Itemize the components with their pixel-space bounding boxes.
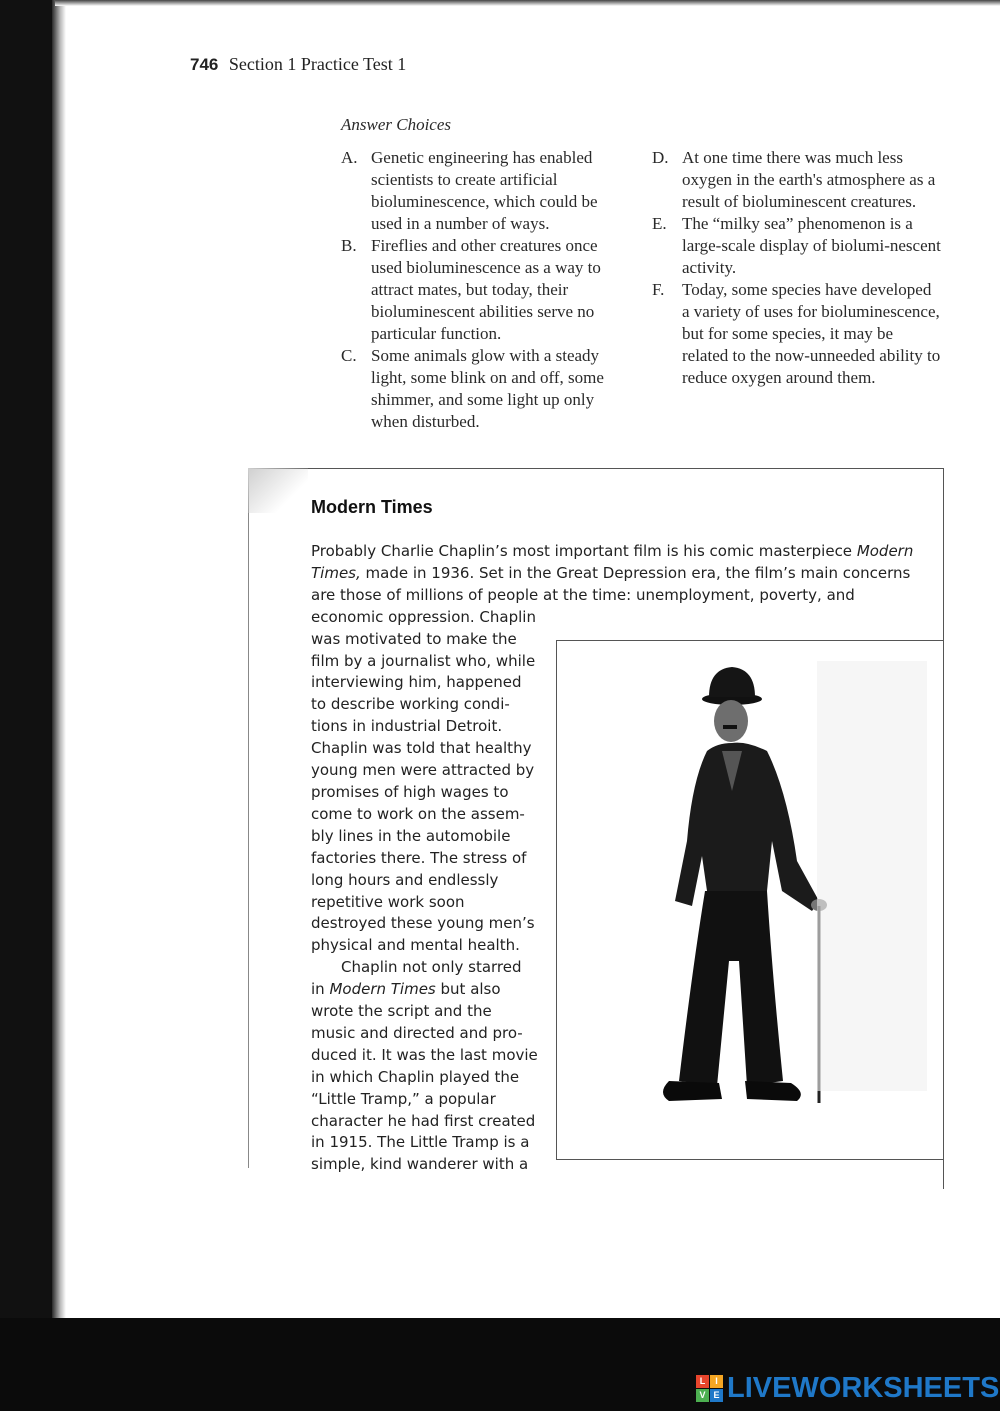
article-line: long hours and endlessly (311, 870, 499, 889)
page-header (190, 54, 406, 75)
choices-right-column (652, 147, 942, 389)
choice-letter: D. (652, 148, 669, 167)
article-line: simple, kind wanderer with a (311, 1155, 529, 1174)
article-line: Chaplin not only starred (341, 958, 522, 977)
logo-square: E (710, 1389, 723, 1402)
answer-choices-title: Answer Choices (341, 115, 452, 134)
film-title-italic: Modern (856, 542, 914, 560)
article-line: was motivated to make the (311, 629, 517, 648)
article-line: in Modern Times but also (311, 980, 501, 999)
article-line: Chaplin was told that healthy (311, 739, 532, 758)
choice-c (341, 345, 631, 433)
article-line: destroyed these young men’s (311, 914, 535, 933)
choice-e (652, 213, 942, 279)
article-line: in which Chaplin played the (311, 1067, 520, 1086)
article-box-corner-shading (248, 468, 308, 513)
article-line: young men were attracted by (311, 761, 535, 780)
choice-b (341, 235, 631, 345)
choice-f (652, 279, 942, 389)
article-line: wrote the script and the (311, 1002, 492, 1021)
article-line: promises of high wages to (311, 782, 509, 801)
logo-squares (696, 1375, 723, 1402)
article-title: Modern Times (311, 497, 433, 517)
choice-letter: C. (341, 346, 357, 365)
logo-square: I (710, 1375, 723, 1388)
choice-text: The “milky sea” phenomenon is a large-scale display of biolumi-nescent activity. (682, 214, 941, 277)
article-line (311, 563, 913, 585)
chaplin-photo (556, 640, 943, 1160)
section-label: Section 1 Practice Test 1 (228, 54, 407, 74)
choice-letter: F. (652, 280, 665, 299)
choice-text: Genetic engineering has enabled scientists to create artificial bioluminescence, which could be used in a number of ways. (371, 148, 598, 233)
article-line: Probably Charlie Chaplin’s most important film is his comic masterpiece Modern (311, 542, 914, 560)
article-line: duced it. It was the last movie (311, 1045, 538, 1064)
film-title-italic: Modern Times (329, 980, 436, 999)
article-line: interviewing him, happened (311, 673, 522, 692)
scan-shadow-top (55, 0, 1000, 6)
article-line: to describe working condi- (311, 695, 510, 714)
choice-text: Some animals glow with a steady light, some blink on and off, some shimmer, and some light up only when disturbed. (371, 346, 604, 431)
film-title-italic: Times, (311, 563, 361, 582)
scan-edge (52, 0, 66, 1320)
article-line: music and directed and pro- (311, 1023, 523, 1042)
logo-square: V (696, 1389, 709, 1402)
choice-text: Fireflies and other creatures once used bioluminescence as a way to attract mates, but today, their bioluminescent abilities serve no particular function. (371, 236, 601, 343)
page-number: 746 (190, 55, 219, 74)
article-line: are those of millions of people at the time: unemployment, poverty, and (311, 585, 855, 604)
article-line-rest: made in 1936. Set in the Great Depression era, the film’s main concerns (360, 563, 911, 582)
article-line: film by a journalist who, while (311, 651, 536, 670)
liveworksheets-logo (696, 1372, 999, 1405)
article-line: factories there. The stress of (311, 848, 527, 867)
choices-left-column (341, 147, 631, 433)
choice-letter: B. (341, 236, 357, 255)
choice-text: Today, some species have developed a variety of uses for bioluminescence, but for some species, it may be related to the now-unneeded ability to reduce oxygen around them. (682, 280, 941, 387)
article-line: tions in industrial Detroit. (311, 717, 503, 736)
article-box-left-border (248, 468, 249, 1168)
choice-a (341, 147, 631, 235)
article-line: “Little Tramp,” a popular (311, 1089, 496, 1108)
article-line: physical and mental health. (311, 936, 520, 955)
logo-square: L (696, 1375, 709, 1388)
logo-text: LIVEWORKSHEETS (727, 1372, 1000, 1404)
article-line: economic oppression. Chaplin (311, 607, 536, 626)
article-line: bly lines in the automobile (311, 826, 511, 845)
choice-letter: E. (652, 214, 667, 233)
article-line: character he had first created (311, 1111, 536, 1130)
article-line: repetitive work soon (311, 892, 465, 911)
article-line: in 1915. The Little Tramp is a (311, 1133, 530, 1152)
choice-d (652, 147, 942, 213)
article-line: come to work on the assem- (311, 804, 525, 823)
choice-letter: A. (341, 148, 358, 167)
choice-text: At one time there was much less oxygen in the earth's atmosphere as a result of bioluminescent creatures. (682, 148, 936, 211)
chaplin-figure-illustration (557, 641, 943, 1159)
